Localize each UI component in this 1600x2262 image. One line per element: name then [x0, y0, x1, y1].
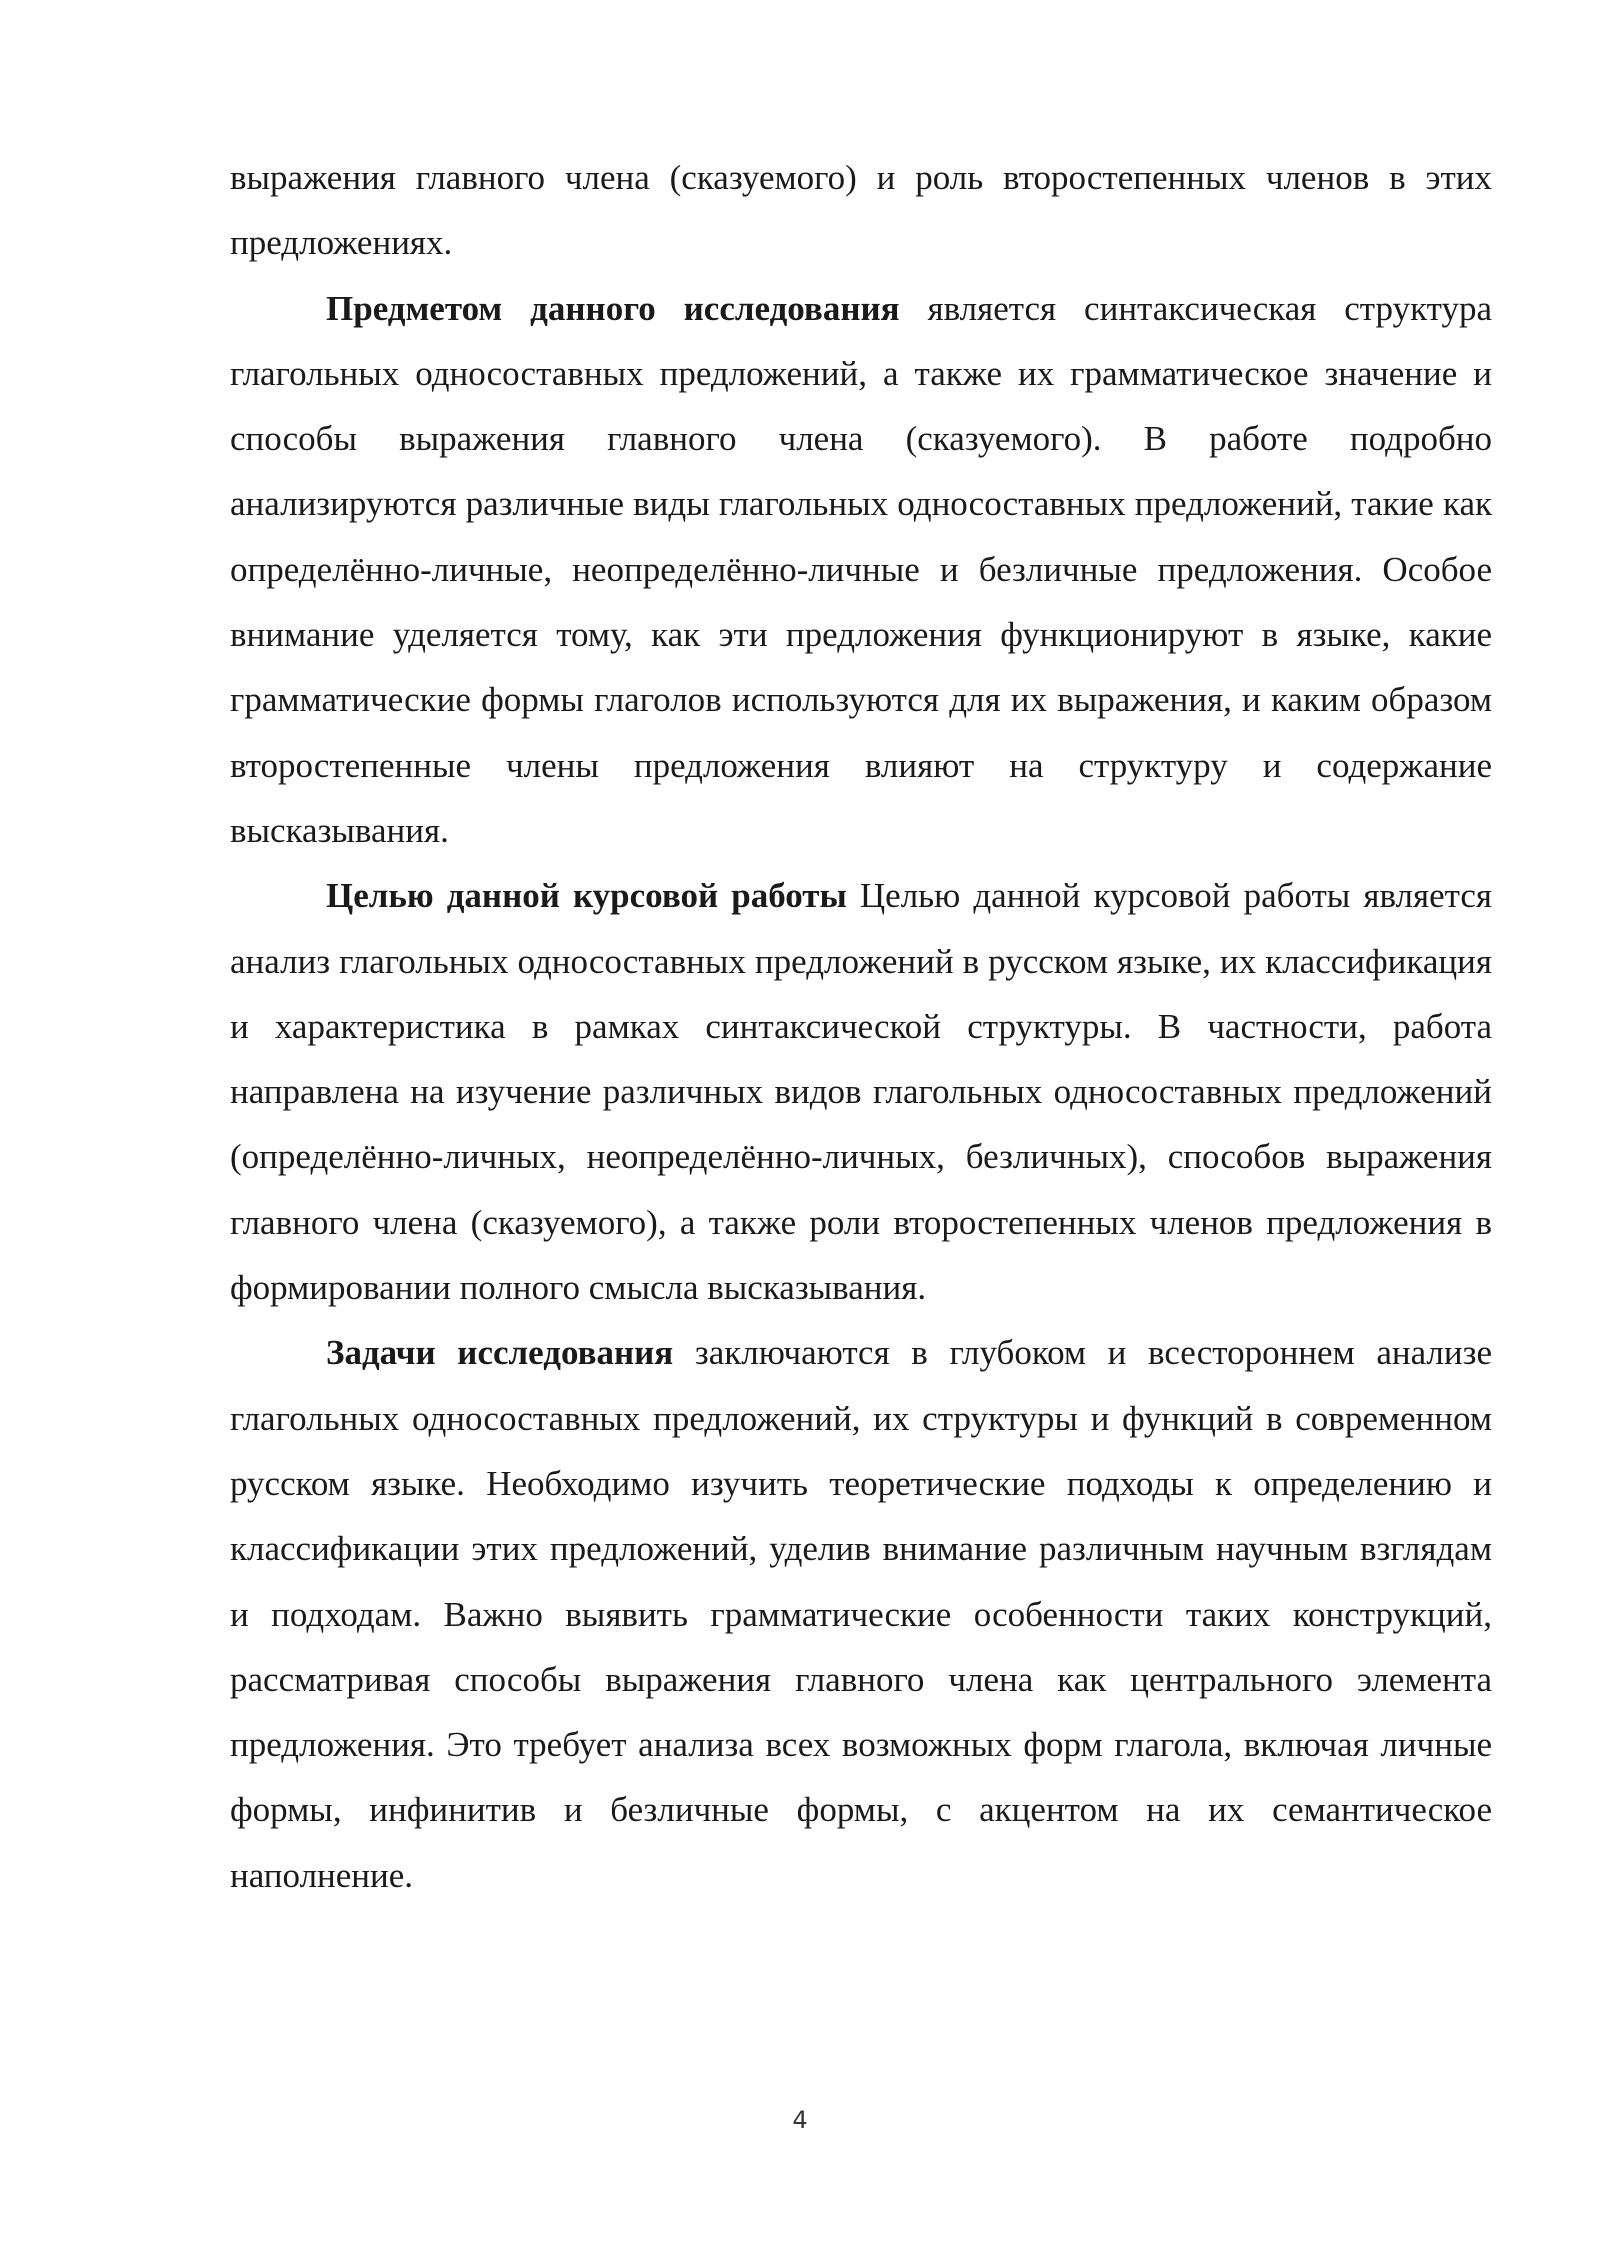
page-body — [230, 145, 1492, 1908]
paragraph-subject — [230, 276, 1492, 864]
paragraph-text: выражения главного члена (сказуемого) и роль второстепенных членов в этих предложениях. — [230, 158, 1492, 263]
page-number: 4 — [792, 2106, 808, 2134]
paragraph-text: является синтаксическая структура глагольных односоставных предложений, а также их грамматическое значение и способы выражения главного члена (сказуемого). В работе подробно анализируются различные виды глагольных односоставных предложений, такие как определённо-личные, неопределённо-личные и безличные предложения. Особое внимание уделяется тому, как эти предложения функционируют в языке, какие грамматические формы глаголов используются для их выражения, и каким образом второстепенные члены предложения влияют на структуру и содержание высказывания. — [230, 288, 1492, 850]
paragraph-lead: Целью данной курсовой работы — [326, 876, 847, 916]
paragraph-text: Целью данной курсовой работы является анализ глагольных односоставных предложений в русском языке, их классификация и характеристика в рамках синтаксической структуры. В частности, работа направлена на изучение различных видов глагольных односоставных предложений (определённо-личных, неопределённо-личных, безличных), способов выражения главного члена (сказуемого), а также роли второстепенных членов предложения в формировании полного смысла высказывания. — [230, 876, 1492, 1308]
paragraph-text: заключаются в глубоком и всестороннем анализе глагольных односоставных предложений, их структуры и функций в современном русском языке. Необходимо изучить теоретические подходы к определению и классификации этих предложений, уделив внимание различным научным взглядам и подходам. Важно выявить грамматические особенности таких конструкций, рассматривая способы выражения главного члена как центрального элемента предложения. Это требует анализа всех возможных форм глагола, включая личные формы, инфинитив и безличные формы, с акцентом на их семантическое наполнение. — [230, 1333, 1492, 1895]
paragraph-tasks — [230, 1320, 1492, 1908]
paragraph-lead: Задачи исследования — [326, 1333, 674, 1373]
paragraph-lead: Предметом данного исследования — [326, 288, 900, 328]
paragraph-continuation — [230, 145, 1492, 276]
paragraph-goal — [230, 863, 1492, 1320]
